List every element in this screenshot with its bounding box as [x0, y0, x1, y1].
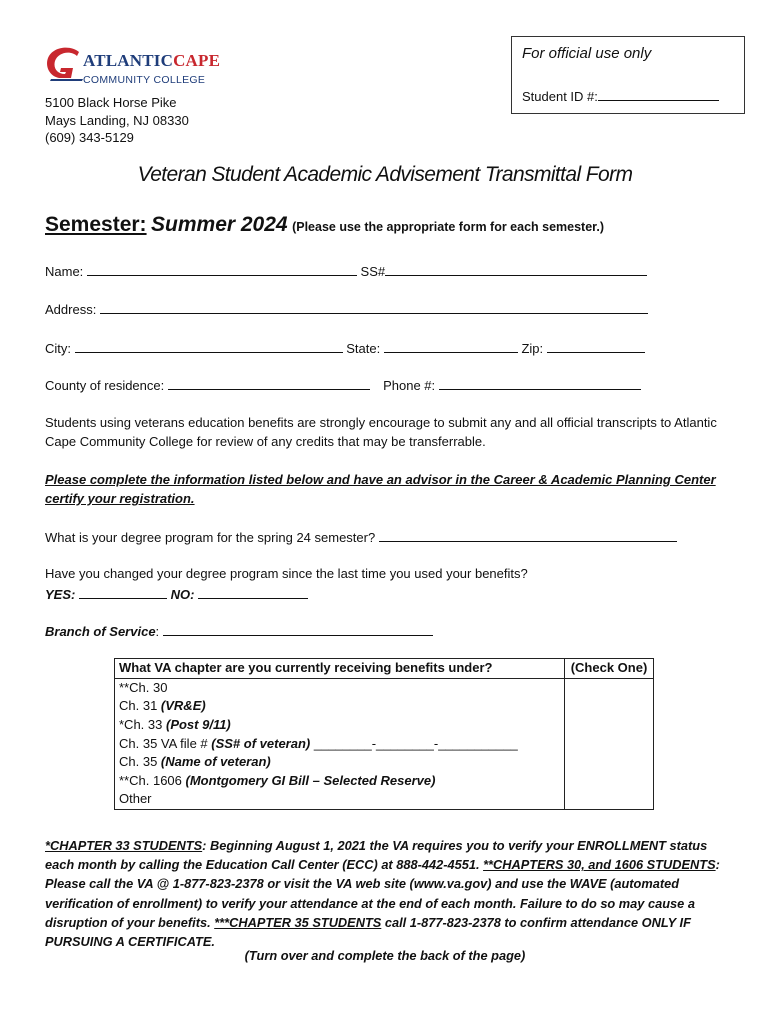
official-use-title: For official use only	[522, 45, 652, 62]
no-field[interactable]	[198, 585, 308, 599]
yes-no-row	[45, 585, 308, 602]
branch-row	[45, 622, 433, 639]
city-field[interactable]	[75, 339, 343, 353]
changed-question-text: Have you changed your degree program since the last time you used your benefits?	[45, 566, 528, 581]
address-label: Address:	[45, 302, 97, 317]
notice-paragraph	[45, 836, 735, 951]
degree-field[interactable]	[379, 528, 677, 542]
yes-field[interactable]	[79, 585, 167, 599]
semester-label: Semester:	[45, 213, 147, 236]
chapter-label: Ch. 35 VA file # (SS# of veteran) ________-________-___________	[115, 734, 565, 753]
table-row	[115, 790, 654, 809]
county-label: County of residence:	[45, 378, 165, 393]
check-cell-ch33[interactable]	[565, 716, 654, 735]
check-cell-ch31[interactable]	[565, 697, 654, 716]
branch-colon: :	[155, 624, 160, 639]
semester-note: (Please use the appropriate form for each semester.)	[292, 220, 604, 234]
no-label: NO:	[170, 587, 195, 602]
chapter-label: Ch. 31 (VR&E)	[115, 697, 565, 716]
logo-wordmark	[83, 51, 220, 71]
state-field[interactable]	[384, 339, 518, 353]
changed-question	[45, 566, 528, 581]
ch35-text: call 1-877-823-2378 to confirm attendance ONLY IF PURSUING A CERTIFICATE.	[45, 914, 691, 950]
table-header-check: (Check One)	[565, 659, 654, 679]
chapter-label: Ch. 35 (Name of veteran)	[115, 753, 565, 772]
ss-field[interactable]	[385, 262, 647, 276]
table-row	[115, 734, 654, 753]
form-title: Veteran Student Academic Advisement Transmittal Form	[137, 163, 633, 186]
check-cell-other[interactable]	[565, 790, 654, 809]
ch30-text: : Please call the VA @ 1-877-823-2378 or visit the VA web site (www.va.gov) and use the WAVE (automated verification of enrollment) to verify your attendance at the end of each month. Failure to do so may cause a disruption of your benefits.	[45, 857, 720, 930]
check-cell-ch1606[interactable]	[565, 772, 654, 791]
county-field[interactable]	[168, 376, 370, 390]
va-chapter-table	[114, 658, 654, 810]
table-row	[115, 772, 654, 791]
table-row	[115, 716, 654, 735]
semester-row	[45, 213, 604, 237]
name-field[interactable]	[87, 262, 357, 276]
ch30-label: **CHAPTERS 30, and 1606 STUDENTS	[483, 857, 716, 873]
name-label: Name:	[45, 264, 84, 279]
city-label: City:	[45, 341, 71, 356]
check-cell-ch35-file[interactable]	[565, 734, 654, 753]
address-row	[45, 300, 648, 317]
ss-label: SS#	[360, 264, 386, 279]
ch33-label: *CHAPTER 33 STUDENTS	[45, 838, 203, 853]
phone-label: Phone #:	[383, 378, 436, 393]
logo-subtitle: COMMUNITY COLLEGE	[83, 74, 206, 86]
logo-atlantic: ATLANTIC	[83, 51, 174, 70]
chapter-label: Other	[115, 790, 565, 809]
intro-paragraph: Students using veterans education benefits are strongly encourage to submit any and all official transcripts to Atlantic Cape Community College for review of any credits that may be transferrable.	[45, 415, 717, 449]
branch-field[interactable]	[163, 622, 433, 636]
yes-label: YES:	[45, 587, 76, 602]
student-id-row	[522, 87, 719, 104]
state-label: State:	[346, 341, 381, 356]
student-id-label: Student ID #:	[522, 89, 598, 104]
table-header-question: What VA chapter are you currently receiving benefits under?	[115, 659, 565, 679]
name-row	[45, 262, 647, 279]
address-field[interactable]	[100, 300, 648, 314]
table-row	[115, 753, 654, 772]
logo-cape: CAPE	[173, 51, 221, 70]
check-cell-ch30[interactable]	[565, 678, 654, 697]
table-row	[115, 678, 654, 697]
chapter-label: **Ch. 1606 (Montgomery GI Bill – Selected Reserve)	[115, 772, 565, 791]
table-row	[115, 697, 654, 716]
chapter-label: *Ch. 33 (Post 9/11)	[115, 716, 565, 735]
college-address	[45, 94, 189, 147]
degree-question: What is your degree program for the spring 24 semester?	[45, 530, 376, 545]
phone-field[interactable]	[439, 376, 641, 390]
student-id-field[interactable]	[598, 87, 719, 101]
instruction-text: Please complete the information listed below and have an advisor in the Career & Academic Planning Center certify your registration.	[45, 472, 716, 506]
table-header-row	[115, 659, 654, 679]
address-phone: (609) 343-5129	[45, 130, 134, 145]
city-row	[45, 339, 645, 356]
zip-label: Zip:	[521, 341, 544, 356]
address-street: 5100 Black Horse Pike	[45, 95, 177, 110]
degree-row	[45, 528, 677, 545]
county-row	[45, 376, 641, 393]
zip-field[interactable]	[547, 339, 645, 353]
official-use-box	[511, 36, 745, 114]
address-city: Mays Landing, NJ 08330	[45, 112, 189, 128]
semester-value: Summer 2024	[151, 213, 288, 236]
branch-label: Branch of Service	[45, 624, 156, 639]
logo-mark-icon	[45, 46, 85, 82]
ch35-label: ***CHAPTER 35 STUDENTS	[214, 914, 382, 930]
college-logo	[45, 44, 225, 92]
chapter-label: **Ch. 30	[115, 678, 565, 697]
ch33-text: : Beginning August 1, 2021 the VA requires you to verify your ENROLLMENT status each month by calling the Education Call Center (ECC) at 888-442-4551.	[45, 838, 708, 873]
check-cell-ch35-name[interactable]	[565, 753, 654, 772]
footer-note: (Turn over and complete the back of the page)	[244, 948, 526, 963]
